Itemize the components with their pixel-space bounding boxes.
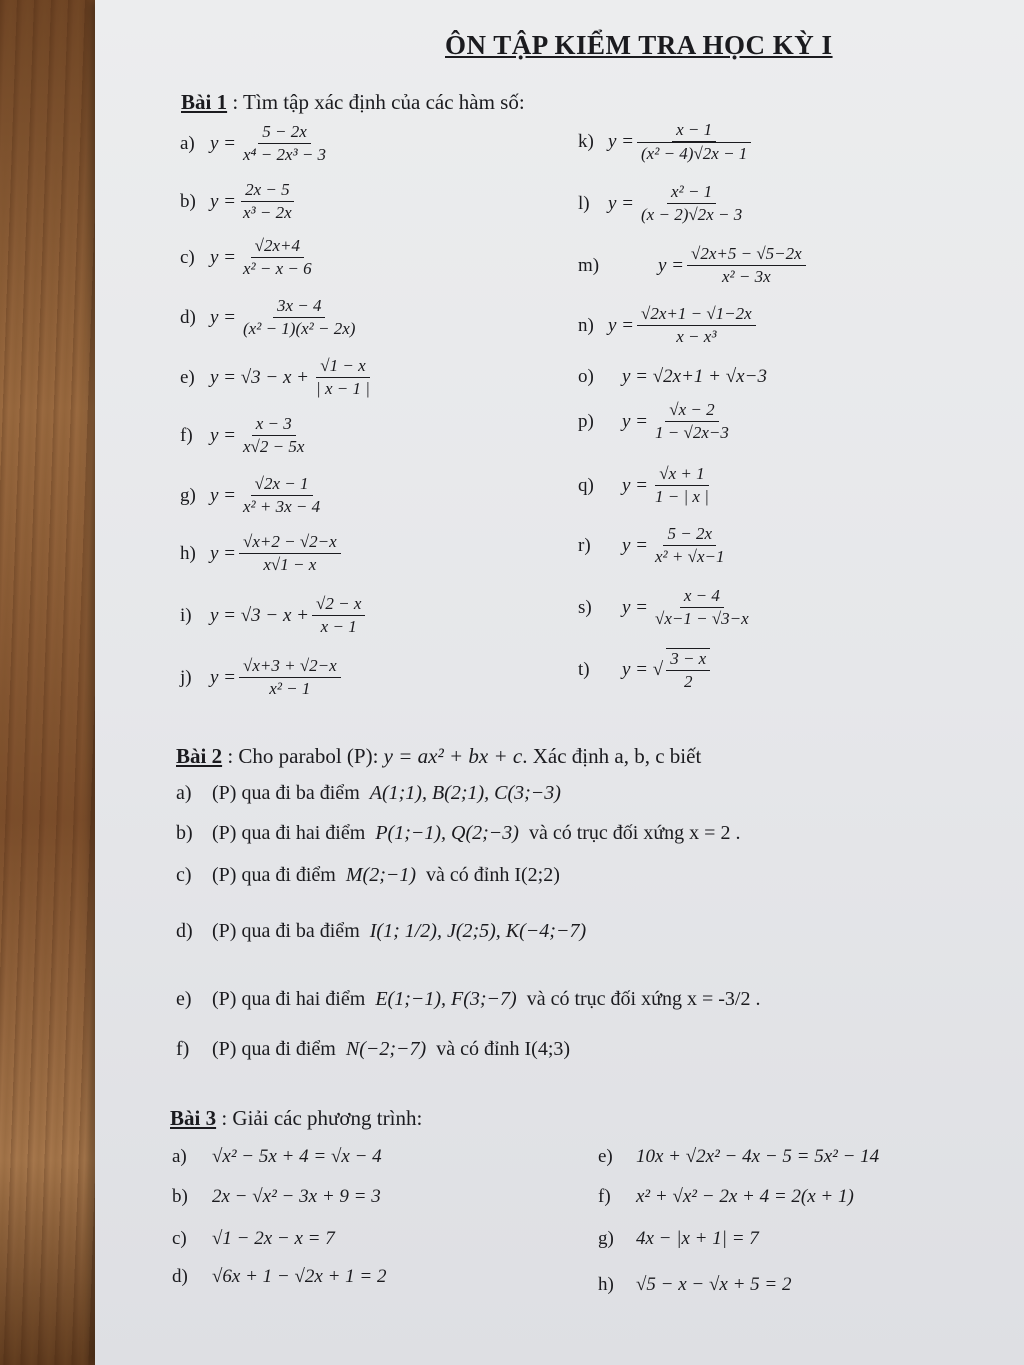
item-label: g) bbox=[180, 484, 196, 506]
bai1-item-c bbox=[180, 236, 319, 279]
item-label: m) bbox=[578, 254, 600, 276]
bai1-item-m bbox=[578, 244, 809, 287]
item-label: d) bbox=[180, 306, 196, 328]
bai1-heading bbox=[181, 90, 525, 115]
item-numerator: x − 4 bbox=[680, 586, 724, 608]
bai3-heading bbox=[170, 1106, 422, 1131]
bai1-item-l bbox=[578, 182, 749, 225]
item-math: E(1;−1), F(3;−7) bbox=[375, 988, 517, 1010]
item-denominator: | x − 1 | bbox=[316, 379, 370, 398]
bai1-item-s bbox=[578, 586, 756, 629]
item-numerator: 3 − x bbox=[666, 648, 710, 671]
bai2-intro2: . Xác định a, b, c biết bbox=[522, 744, 702, 768]
bai1-item-r bbox=[578, 524, 731, 567]
bai2-item-f bbox=[176, 1038, 570, 1061]
item-label: b) bbox=[180, 190, 196, 212]
bai1-label: Bài 1 bbox=[181, 90, 228, 114]
item-lhs: y = bbox=[210, 666, 237, 688]
item-lhs: y = bbox=[622, 474, 649, 496]
bai1-item-a bbox=[180, 122, 333, 165]
item-label: e) bbox=[598, 1146, 613, 1167]
item-equation: x² + √x² − 2x + 4 = 2(x + 1) bbox=[636, 1186, 854, 1207]
item-numerator: 2x − 5 bbox=[241, 180, 294, 202]
item-numerator: √2 − x bbox=[312, 594, 365, 616]
item-denominator: x² − 3x bbox=[722, 267, 771, 286]
bai1-item-e bbox=[180, 356, 377, 399]
item-denominator: x − 1 bbox=[320, 617, 357, 636]
bai3-item-c bbox=[172, 1228, 335, 1250]
bai1-item-b bbox=[180, 180, 299, 223]
bai2-item-e bbox=[176, 988, 760, 1011]
item-numerator: x − 1 bbox=[672, 120, 716, 142]
item-numerator: √1 − x bbox=[316, 356, 369, 378]
item-numerator: 3x − 4 bbox=[273, 296, 326, 318]
item-denominator: (x² − 4)√2x − 1 bbox=[637, 142, 751, 164]
bai1-intro: : Tìm tập xác định của các hàm số: bbox=[227, 90, 525, 114]
item-lhs: y = bbox=[608, 131, 635, 152]
item-label: c) bbox=[172, 1228, 187, 1249]
item-label: c) bbox=[180, 246, 195, 268]
bai1-item-p bbox=[578, 400, 736, 443]
bai1-item-f bbox=[180, 414, 311, 457]
bai2-item-c bbox=[176, 864, 560, 887]
item-tail: và có đỉnh I(4;3) bbox=[436, 1038, 571, 1060]
item-equation: 10x + √2x² − 4x − 5 = 5x² − 14 bbox=[636, 1146, 880, 1167]
item-label: a) bbox=[172, 1146, 187, 1167]
item-label: h) bbox=[598, 1274, 614, 1295]
item-numerator: 5 − 2x bbox=[258, 122, 311, 144]
item-numerator: x − 3 bbox=[252, 414, 296, 436]
item-text: (P) qua đi ba điểm bbox=[212, 920, 360, 942]
item-text: (P) qua đi hai điểm bbox=[212, 822, 366, 844]
item-label: q) bbox=[578, 474, 594, 496]
item-numerator: √x + 1 bbox=[655, 464, 708, 486]
item-math: N(−2;−7) bbox=[345, 1038, 427, 1060]
item-equation: √1 − 2x − x = 7 bbox=[212, 1228, 335, 1249]
item-denominator: x⁴ − 2x³ − 3 bbox=[243, 145, 327, 164]
item-label: e) bbox=[180, 366, 195, 388]
item-denominator: x√2 − 5x bbox=[243, 437, 305, 456]
item-denominator: (x − 2)√2x − 3 bbox=[641, 205, 743, 224]
item-lhs: y = bbox=[608, 314, 635, 336]
item-lhs: y = bbox=[210, 484, 237, 506]
item-label: n) bbox=[578, 314, 594, 336]
item-numerator: √x+3 + √2−x bbox=[239, 656, 341, 678]
item-lhs: y = bbox=[622, 596, 649, 618]
item-label: g) bbox=[598, 1228, 614, 1249]
item-denominator: 1 − √2x−3 bbox=[655, 423, 729, 442]
item-lhs: y = √3 − x + bbox=[210, 604, 310, 626]
item-label: f) bbox=[176, 1038, 190, 1060]
bai1-item-j bbox=[180, 656, 344, 699]
item-label: f) bbox=[180, 424, 193, 446]
item-numerator: √2x+4 bbox=[251, 236, 304, 258]
item-label: f) bbox=[598, 1186, 611, 1207]
item-lhs: y = bbox=[622, 534, 649, 556]
item-denominator: x² − 1 bbox=[269, 679, 311, 698]
bai1-item-i bbox=[180, 594, 368, 637]
item-label: j) bbox=[180, 666, 192, 688]
item-denominator: (x² − 1)(x² − 2x) bbox=[243, 319, 356, 338]
item-lhs: y = bbox=[210, 306, 237, 328]
bai1-item-n bbox=[578, 304, 759, 347]
item-numerator: x² − 1 bbox=[667, 182, 716, 204]
item-label: c) bbox=[176, 864, 192, 886]
bai3-item-b bbox=[172, 1186, 381, 1208]
item-label: r) bbox=[578, 534, 591, 556]
item-numerator: √2x − 1 bbox=[251, 474, 313, 496]
item-text: (P) qua đi hai điểm bbox=[212, 988, 366, 1010]
bai3-intro: : Giải các phương trình: bbox=[216, 1106, 423, 1130]
bai3-label: Bài 3 bbox=[170, 1106, 217, 1130]
bai3-item-f bbox=[598, 1186, 854, 1208]
item-denominator: x² − x − 6 bbox=[243, 259, 312, 278]
item-lhs: y = √3 − x + bbox=[210, 366, 310, 388]
bai2-heading bbox=[176, 744, 701, 769]
item-numerator: √2x+1 − √1−2x bbox=[637, 304, 756, 326]
item-lhs: y = bbox=[622, 410, 649, 432]
bai2-item-a bbox=[176, 782, 571, 805]
item-lhs: y = bbox=[658, 254, 685, 276]
item-label: e) bbox=[176, 988, 192, 1010]
bai3-item-g bbox=[598, 1228, 759, 1250]
bai2-item-d bbox=[176, 920, 596, 943]
bai2-label: Bài 2 bbox=[176, 744, 223, 768]
item-label: b) bbox=[172, 1186, 188, 1207]
bai1-item-q bbox=[578, 464, 716, 507]
item-denominator: x√1 − x bbox=[263, 555, 317, 574]
item-equation: 2x − √x² − 3x + 9 = 3 bbox=[212, 1186, 381, 1207]
bai2-intro: : Cho parabol (P): bbox=[222, 744, 379, 768]
item-lhs: y = √ bbox=[622, 659, 664, 680]
item-denominator: 2 bbox=[683, 672, 693, 691]
bai3-item-d bbox=[172, 1266, 387, 1288]
item-denominator: √x−1 − √3−x bbox=[655, 609, 749, 628]
bai3-item-h bbox=[598, 1274, 792, 1296]
item-numerator: √x+2 − √2−x bbox=[239, 532, 341, 554]
item-equation: 4x − |x + 1| = 7 bbox=[636, 1228, 759, 1249]
item-label: b) bbox=[176, 822, 193, 844]
item-label: a) bbox=[176, 782, 192, 804]
item-denominator: x² + 3x − 4 bbox=[243, 497, 321, 516]
item-equation: √5 − x − √x + 5 = 2 bbox=[636, 1274, 792, 1295]
item-label: d) bbox=[176, 920, 193, 942]
item-label: k) bbox=[578, 131, 594, 152]
item-tail: và có đỉnh I(2;2) bbox=[426, 864, 560, 886]
item-label: l) bbox=[578, 192, 590, 214]
item-tail: và có trục đối xứng x = 2 . bbox=[528, 822, 741, 844]
bai1-item-g bbox=[180, 474, 327, 517]
item-denominator: x − x³ bbox=[676, 327, 717, 346]
item-label: h) bbox=[180, 542, 196, 564]
item-lhs: y = bbox=[210, 132, 237, 154]
item-text: (P) qua đi ba điểm bbox=[212, 782, 360, 804]
item-lhs: y = bbox=[210, 246, 237, 268]
item-equation: √6x + 1 − √2x + 1 = 2 bbox=[212, 1266, 387, 1287]
item-label: p) bbox=[578, 410, 594, 432]
item-denominator: x³ − 2x bbox=[243, 203, 292, 222]
item-math: A(1;1), B(2;1), C(3;−3) bbox=[369, 782, 561, 804]
item-label: o) bbox=[578, 366, 594, 387]
item-label: t) bbox=[578, 659, 590, 680]
item-math: P(1;−1), Q(2;−3) bbox=[375, 822, 519, 844]
item-label: d) bbox=[172, 1266, 188, 1287]
bai3-item-e bbox=[598, 1146, 879, 1168]
item-text: (P) qua đi điểm bbox=[212, 864, 336, 886]
item-denominator: x² + √x−1 bbox=[655, 547, 725, 566]
bai1-item-k bbox=[578, 120, 754, 164]
bai1-item-h bbox=[180, 532, 344, 575]
item-numerator: √x − 2 bbox=[665, 400, 718, 422]
item-numerator: √2x+5 − √5−2x bbox=[687, 244, 806, 266]
item-lhs: y = bbox=[210, 424, 237, 446]
item-numerator: 5 − 2x bbox=[663, 524, 716, 546]
item-math: I(1; 1/2), J(2;5), K(−4;−7) bbox=[369, 920, 587, 942]
item-label: a) bbox=[180, 132, 195, 154]
item-lhs: y = bbox=[210, 190, 237, 212]
item-equation: √x² − 5x + 4 = √x − 4 bbox=[212, 1146, 382, 1167]
bai3-item-a bbox=[172, 1146, 382, 1168]
item-denominator: 1 − | x | bbox=[655, 487, 709, 506]
bai1-item-d bbox=[180, 296, 362, 339]
item-math: M(2;−1) bbox=[345, 864, 417, 886]
item-lhs: y = bbox=[210, 542, 237, 564]
item-label: i) bbox=[180, 604, 192, 626]
item-text: (P) qua đi điểm bbox=[212, 1038, 336, 1060]
bai2-item-b bbox=[176, 822, 740, 845]
item-lhs: y = bbox=[608, 192, 635, 214]
page-title: ÔN TẬP KIỂM TRA HỌC KỲ I bbox=[445, 30, 833, 60]
item-tail: và có trục đối xứng x = -3/2 . bbox=[526, 988, 761, 1010]
bai2-formula: y = ax² + bx + c bbox=[383, 744, 523, 768]
item-lhs: y = √2x+1 + √x−3 bbox=[622, 366, 767, 387]
bai1-item-o bbox=[578, 366, 767, 388]
bai1-item-t bbox=[578, 648, 713, 692]
item-label: s) bbox=[578, 596, 592, 618]
